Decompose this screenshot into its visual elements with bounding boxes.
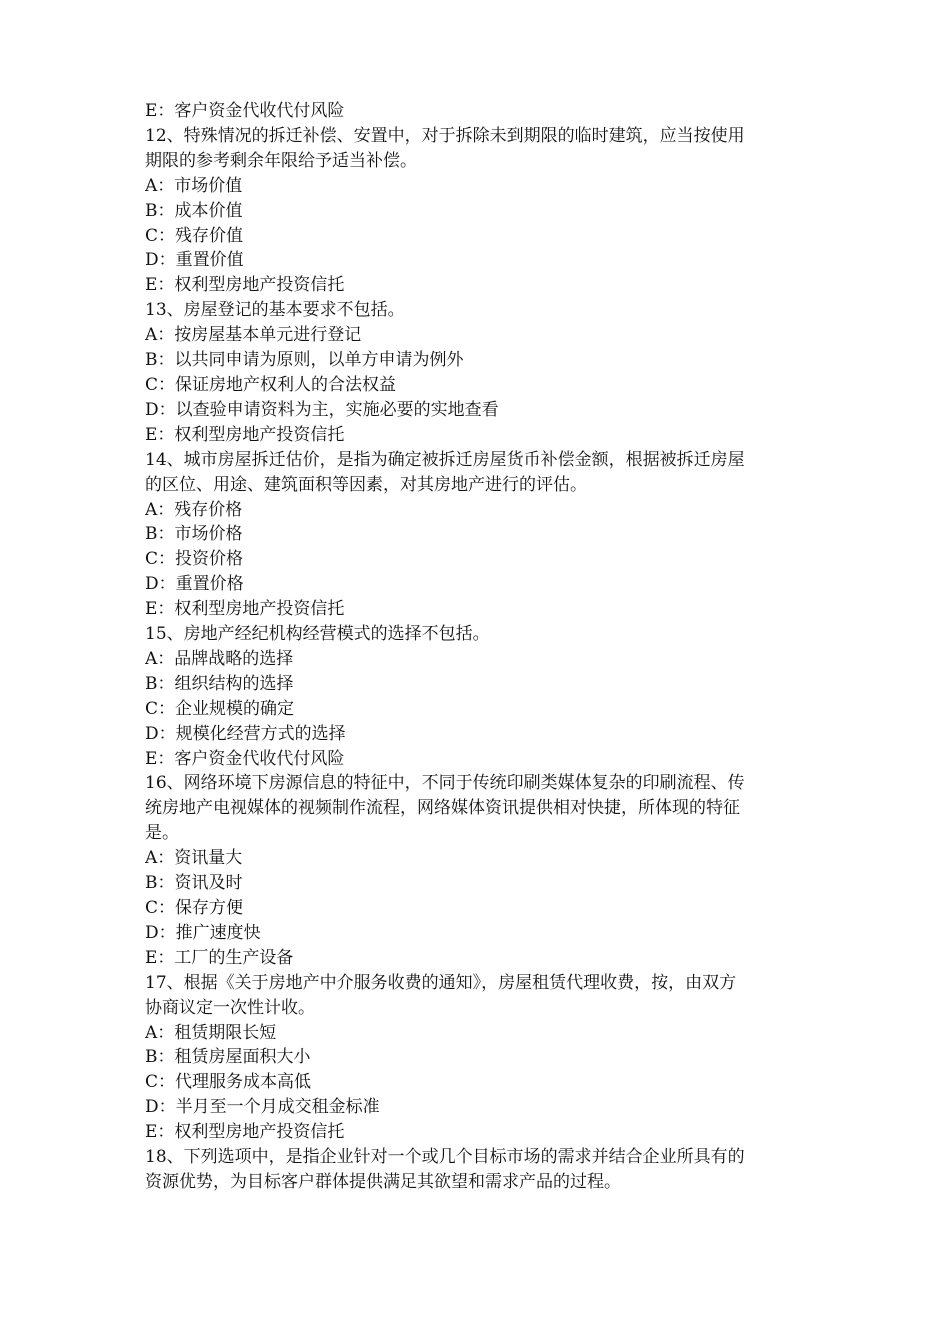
answer-option-line: D：重置价格: [145, 574, 244, 595]
answer-option-line: E：权利型房地产投资信托: [145, 275, 345, 296]
answer-option-line: B：资讯及时: [145, 873, 243, 894]
answer-option-line: E：工厂的生产设备: [145, 947, 294, 968]
question-text-line: 18、下列选项中，是指企业针对一个或几个目标市场的需求并结合企业所具有的: [145, 1147, 745, 1168]
answer-option-line: A：市场价值: [145, 175, 243, 196]
answer-option-line: A：资讯量大: [145, 848, 243, 869]
question-text-line: 14、城市房屋拆迁估价，是指为确定被拆迁房屋货币补偿金额，根据被拆迁房屋: [145, 449, 745, 470]
answer-option-line: C：残存价值: [145, 225, 244, 246]
question-text-line: 13、房屋登记的基本要求不包括。: [145, 300, 405, 321]
answer-option-line: D：推广速度快: [145, 922, 261, 943]
answer-option-line: D：规模化经营方式的选择: [145, 723, 346, 744]
answer-option-line: D：以查验申请资料为主，实施必要的实地查看: [145, 399, 499, 420]
answer-option-line: E：客户资金代收代付风险: [145, 748, 345, 769]
answer-option-line: D：重置价值: [145, 250, 244, 271]
answer-option-line: C：保存方便: [145, 898, 244, 918]
answer-option-line: B：成本价值: [145, 200, 243, 221]
answer-option-line: B：组织结构的选择: [145, 673, 294, 694]
answer-option-line: E：权利型房地产投资信托: [145, 599, 345, 620]
question-text-line: 17、根据《关于房地产中介服务收费的通知》，房屋租赁代理收费，按，由双方: [145, 972, 737, 993]
answer-option-line: B：以共同申请为原则，以单方申请为例外: [145, 350, 464, 371]
question-text-line: 期限的参考剩余年限给予适当补偿。: [145, 150, 417, 171]
question-text-line: 资源优势，为目标客户群体提供满足其欲望和需求产品的过程。: [145, 1171, 621, 1192]
document-page: [145, 99, 815, 1195]
answer-option-line: E：客户资金代收代付风险: [145, 101, 345, 121]
question-text-line: 的区位、用途、建筑面积等因素，对其房地产进行的评估。: [145, 474, 587, 495]
question-text-line: 12、特殊情况的拆迁补偿、安置中，对于拆除未到期限的临时建筑，应当按使用: [145, 125, 745, 146]
answer-option-line: A：残存价格: [145, 499, 243, 520]
answer-option-line: E：权利型房地产投资信托: [145, 1122, 345, 1143]
answer-option-line: E：权利型房地产投资信托: [145, 424, 345, 445]
answer-option-line: C：投资价格: [145, 549, 244, 570]
question-text-line: 统房地产电视媒体的视频制作流程，网络媒体资讯提供相对快捷，所体现的特征: [145, 798, 740, 819]
question-text-line: 15、房地产经纪机构经营模式的选择不包括。: [145, 624, 490, 645]
answer-option-line: C：代理服务成本高低: [145, 1072, 312, 1093]
answer-option-line: A：品牌战略的选择: [145, 648, 294, 669]
question-text-line: 协商议定一次性计收。: [145, 997, 315, 1018]
question-text-line: 是。: [145, 823, 179, 844]
answer-option-line: A：按房屋基本单元进行登记: [145, 325, 362, 346]
answer-option-line: C：保证房地产权利人的合法权益: [145, 374, 397, 395]
answer-option-line: B：租赁房屋面积大小: [145, 1047, 311, 1068]
answer-option-line: A：租赁期限长短: [145, 1022, 277, 1043]
answer-option-line: D：半月至一个月成交租金标准: [145, 1097, 380, 1118]
answer-option-line: B：市场价格: [145, 524, 243, 545]
question-text-line: 16、网络环境下房源信息的特征中，不同于传统印刷类媒体复杂的印刷流程、传: [145, 773, 745, 794]
answer-option-line: C：企业规模的确定: [145, 698, 295, 719]
